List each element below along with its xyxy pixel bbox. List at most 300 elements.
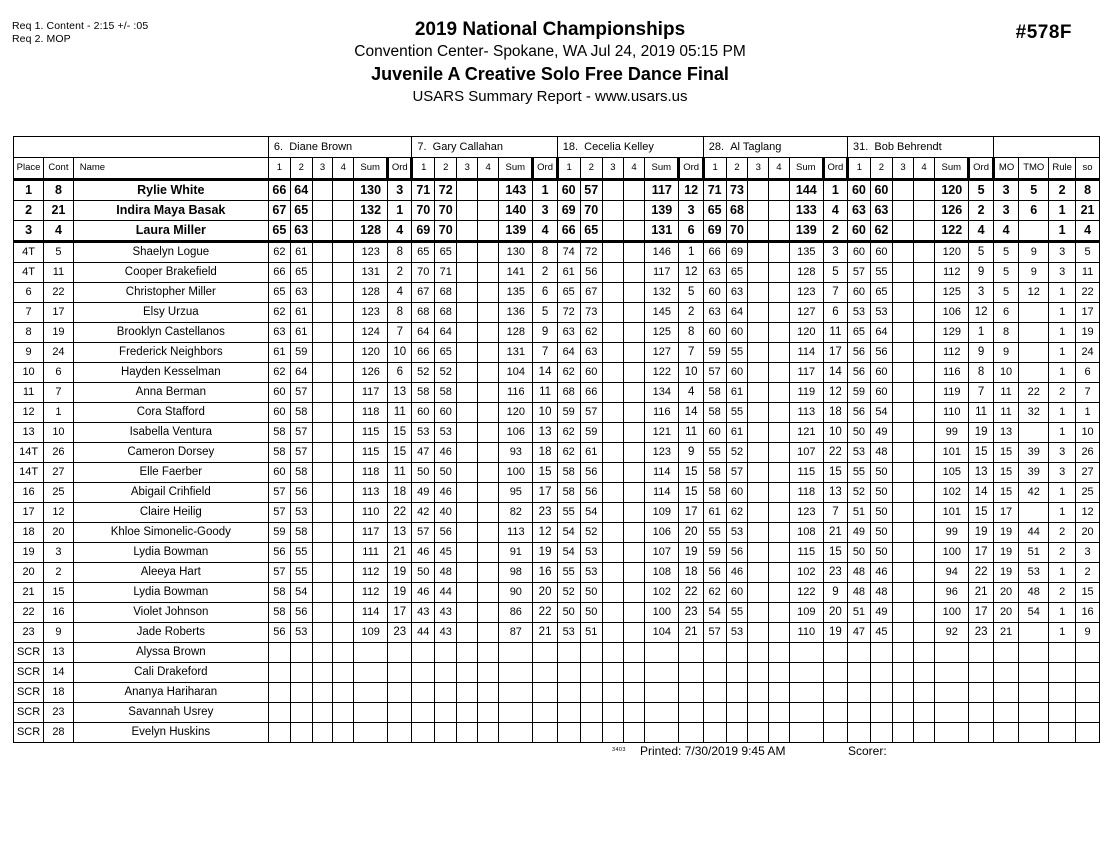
cell-judge4-3	[748, 443, 769, 463]
cell-judge4-4	[769, 503, 790, 523]
cell-name: Elsy Urzua	[73, 303, 268, 323]
table-row[interactable]	[14, 201, 1100, 221]
cell-judge3-sum	[645, 643, 679, 663]
table-row[interactable]	[14, 703, 1100, 723]
column-header-judge4-1: 1	[703, 158, 726, 180]
cell-tmo	[1019, 343, 1049, 363]
cell-judge3-sum: 114	[645, 463, 679, 483]
cell-judge5-ord: 4	[969, 221, 993, 242]
cell-judge5-ord: 19	[969, 423, 993, 443]
cell-rule: 1	[1049, 201, 1076, 221]
cell-judge3-4	[623, 323, 644, 343]
cell-judge3-sum: 108	[645, 563, 679, 583]
cell-judge1-2: 59	[290, 343, 312, 363]
table-row[interactable]	[14, 180, 1100, 201]
table-row[interactable]	[14, 363, 1100, 383]
cell-judge5-2: 50	[870, 523, 892, 543]
cell-judge5-ord: 13	[969, 463, 993, 483]
cell-judge5-4	[914, 423, 935, 443]
table-row[interactable]	[14, 263, 1100, 283]
cell-judge2-2: 50	[435, 463, 457, 483]
column-header-judge1-4: 4	[333, 158, 354, 180]
printed-timestamp: Printed: 7/30/2019 9:45 AM	[640, 744, 786, 758]
cell-judge1-ord: 21	[388, 543, 412, 563]
cell-judge4-3	[748, 323, 769, 343]
cell-judge4-sum	[789, 703, 823, 723]
cell-judge2-3	[457, 283, 478, 303]
cell-judge1-1: 60	[268, 463, 290, 483]
cell-judge3-2: 65	[580, 221, 602, 242]
cell-judge1-2: 63	[290, 221, 312, 242]
cell-judge4-1	[703, 703, 726, 723]
cell-judge3-ord	[679, 723, 703, 743]
table-row[interactable]	[14, 623, 1100, 643]
cell-judge5-4	[914, 283, 935, 303]
cell-judge2-1: 53	[412, 423, 435, 443]
cell-judge3-ord: 15	[679, 483, 703, 503]
cell-judge3-2: 57	[580, 180, 602, 201]
cell-judge2-4	[478, 563, 499, 583]
cell-judge3-4	[623, 703, 644, 723]
cell-judge1-sum	[354, 723, 388, 743]
cell-so: 19	[1076, 323, 1100, 343]
cell-judge4-sum: 139	[789, 221, 823, 242]
cell-judge2-3	[457, 623, 478, 643]
cell-name: Alyssa Brown	[73, 643, 268, 663]
cell-judge2-1: 52	[412, 363, 435, 383]
cell-mo: 4	[993, 221, 1019, 242]
cell-place: 12	[14, 403, 44, 423]
table-row[interactable]	[14, 543, 1100, 563]
cell-judge2-ord	[533, 643, 557, 663]
cell-judge5-1	[847, 703, 870, 723]
cell-judge3-2: 56	[580, 483, 602, 503]
cell-judge1-2	[290, 663, 312, 683]
cell-judge5-sum: 101	[935, 503, 969, 523]
cell-mo: 11	[993, 403, 1019, 423]
cell-judge5-2: 55	[870, 263, 892, 283]
cell-judge5-ord: 14	[969, 483, 993, 503]
cell-judge4-4	[769, 583, 790, 603]
table-row[interactable]	[14, 221, 1100, 242]
cell-judge2-2: 72	[435, 180, 457, 201]
cell-judge5-2: 49	[870, 423, 892, 443]
cell-judge5-ord: 9	[969, 343, 993, 363]
cell-judge3-sum	[645, 683, 679, 703]
cell-judge1-1	[268, 723, 290, 743]
column-header-judge3-sum: Sum	[645, 158, 679, 180]
cell-judge5-1: 59	[847, 383, 870, 403]
cell-judge1-3	[312, 201, 333, 221]
cell-judge2-ord: 20	[533, 583, 557, 603]
cell-judge5-4	[914, 221, 935, 242]
cell-mo	[993, 663, 1019, 683]
cell-judge4-sum	[789, 683, 823, 703]
cell-judge4-ord	[823, 683, 847, 703]
cell-judge2-1: 69	[412, 221, 435, 242]
cell-judge5-1: 53	[847, 443, 870, 463]
cell-judge1-4	[333, 463, 354, 483]
cell-rule: 1	[1049, 623, 1076, 643]
table-row[interactable]	[14, 643, 1100, 663]
cell-judge3-4	[623, 683, 644, 703]
column-header-judge1-1: 1	[268, 158, 290, 180]
cell-name: Khloe Simonelic-Goody	[73, 523, 268, 543]
cell-tmo: 12	[1019, 283, 1049, 303]
cell-name: Laura Miller	[73, 221, 268, 242]
cell-cont: 18	[44, 683, 74, 703]
cell-so: 1	[1076, 403, 1100, 423]
cell-mo	[993, 643, 1019, 663]
cell-judge5-ord: 7	[969, 383, 993, 403]
cell-judge1-1	[268, 683, 290, 703]
cell-judge2-ord: 18	[533, 443, 557, 463]
cell-judge5-ord	[969, 643, 993, 663]
cell-mo: 20	[993, 583, 1019, 603]
cell-tmo	[1019, 703, 1049, 723]
cell-judge2-ord: 2	[533, 263, 557, 283]
cell-judge5-3	[892, 343, 913, 363]
cell-so: 21	[1076, 201, 1100, 221]
cell-judge1-1: 57	[268, 563, 290, 583]
cell-judge3-4	[623, 180, 644, 201]
cell-judge2-4	[478, 263, 499, 283]
cell-mo: 13	[993, 423, 1019, 443]
cell-judge2-2	[435, 643, 457, 663]
cell-judge4-ord: 3	[823, 242, 847, 263]
cell-so: 4	[1076, 221, 1100, 242]
cell-judge4-sum: 114	[789, 343, 823, 363]
cell-judge3-1: 66	[557, 221, 580, 242]
cell-judge1-1	[268, 643, 290, 663]
table-row[interactable]	[14, 523, 1100, 543]
cell-judge2-ord: 8	[533, 242, 557, 263]
table-row[interactable]	[14, 242, 1100, 263]
cell-judge4-3	[748, 403, 769, 423]
cell-judge1-ord: 4	[388, 283, 412, 303]
cell-judge4-1: 69	[703, 221, 726, 242]
cell-judge3-3	[602, 201, 623, 221]
cell-mo: 3	[993, 201, 1019, 221]
cell-judge1-sum: 113	[354, 483, 388, 503]
cell-so	[1076, 643, 1100, 663]
cell-cont: 23	[44, 703, 74, 723]
cell-judge2-3	[457, 201, 478, 221]
cell-place: 3	[14, 221, 44, 242]
cell-judge2-1: 42	[412, 503, 435, 523]
cell-cont: 27	[44, 463, 74, 483]
cell-judge4-4	[769, 703, 790, 723]
cell-so	[1076, 683, 1100, 703]
cell-judge1-4	[333, 363, 354, 383]
cell-judge1-1: 57	[268, 483, 290, 503]
table-row[interactable]	[14, 563, 1100, 583]
cell-judge5-sum: 105	[935, 463, 969, 483]
cell-judge1-3	[312, 403, 333, 423]
cell-judge4-2: 61	[726, 423, 748, 443]
cell-rule: 2	[1049, 383, 1076, 403]
cell-judge1-3	[312, 343, 333, 363]
cell-judge3-2: 63	[580, 343, 602, 363]
cell-so: 2	[1076, 563, 1100, 583]
report-title-block	[0, 18, 1100, 108]
cell-tmo: 6	[1019, 201, 1049, 221]
cell-judge2-sum: 116	[499, 383, 533, 403]
cell-judge2-1	[412, 643, 435, 663]
table-row[interactable]	[14, 663, 1100, 683]
table-row[interactable]	[14, 343, 1100, 363]
cell-judge4-ord: 19	[823, 623, 847, 643]
cell-judge3-2: 60	[580, 363, 602, 383]
cell-judge5-4	[914, 303, 935, 323]
cell-place: 7	[14, 303, 44, 323]
cell-judge3-sum: 145	[645, 303, 679, 323]
cell-judge1-ord: 22	[388, 503, 412, 523]
cell-judge3-sum: 107	[645, 543, 679, 563]
cell-judge3-sum: 117	[645, 180, 679, 201]
cell-judge4-sum	[789, 663, 823, 683]
cell-judge4-sum: 122	[789, 583, 823, 603]
cell-judge3-sum: 127	[645, 343, 679, 363]
cell-judge1-sum: 126	[354, 363, 388, 383]
cell-judge2-sum	[499, 683, 533, 703]
cell-judge5-ord: 15	[969, 443, 993, 463]
cell-judge4-ord: 4	[823, 201, 847, 221]
cell-so: 12	[1076, 503, 1100, 523]
cell-judge5-4	[914, 583, 935, 603]
cell-tmo	[1019, 503, 1049, 523]
column-header-judge4-sum: Sum	[789, 158, 823, 180]
cell-judge1-2: 61	[290, 242, 312, 263]
cell-judge2-sum: 136	[499, 303, 533, 323]
cell-judge3-3	[602, 443, 623, 463]
cell-judge4-4	[769, 283, 790, 303]
cell-judge3-1: 62	[557, 363, 580, 383]
cell-judge2-4	[478, 663, 499, 683]
cell-judge1-4	[333, 723, 354, 743]
cell-judge4-3	[748, 643, 769, 663]
cell-judge1-3	[312, 703, 333, 723]
table-row[interactable]	[14, 443, 1100, 463]
cell-judge1-ord: 15	[388, 443, 412, 463]
cell-judge4-1: 60	[703, 323, 726, 343]
cell-rule	[1049, 663, 1076, 683]
column-header-judge4-4: 4	[769, 158, 790, 180]
table-row[interactable]	[14, 383, 1100, 403]
cell-cont: 25	[44, 483, 74, 503]
cell-judge3-3	[602, 283, 623, 303]
cell-judge4-sum: 128	[789, 263, 823, 283]
cell-judge3-sum: 132	[645, 283, 679, 303]
cell-judge3-2: 50	[580, 583, 602, 603]
cell-judge5-4	[914, 201, 935, 221]
cell-judge3-2: 52	[580, 523, 602, 543]
cell-so: 7	[1076, 383, 1100, 403]
table-row[interactable]	[14, 603, 1100, 623]
cell-judge4-4	[769, 623, 790, 643]
cell-judge5-2: 50	[870, 463, 892, 483]
cell-name: Cali Drakeford	[73, 663, 268, 683]
cell-judge4-3	[748, 543, 769, 563]
cell-judge5-4	[914, 683, 935, 703]
cell-judge4-4	[769, 201, 790, 221]
cell-judge4-sum: 119	[789, 383, 823, 403]
cell-judge2-sum: 95	[499, 483, 533, 503]
cell-judge1-ord: 3	[388, 180, 412, 201]
cell-judge2-2	[435, 663, 457, 683]
cell-place: 23	[14, 623, 44, 643]
results-table	[13, 136, 1100, 743]
cell-judge1-ord	[388, 683, 412, 703]
table-row[interactable]	[14, 303, 1100, 323]
table-row[interactable]	[14, 283, 1100, 303]
cell-judge1-sum: 118	[354, 463, 388, 483]
cell-mo: 19	[993, 523, 1019, 543]
table-row[interactable]	[14, 503, 1100, 523]
cell-judge2-2: 70	[435, 221, 457, 242]
cell-cont: 24	[44, 343, 74, 363]
cell-tmo: 5	[1019, 180, 1049, 201]
cell-judge5-3	[892, 363, 913, 383]
cell-name: Hayden Kesselman	[73, 363, 268, 383]
cell-judge3-1: 62	[557, 443, 580, 463]
judge-number: 28.	[708, 141, 725, 153]
cell-mo: 19	[993, 543, 1019, 563]
cell-judge4-ord: 15	[823, 463, 847, 483]
cell-judge4-2: 64	[726, 303, 748, 323]
cell-mo	[993, 723, 1019, 743]
cell-judge4-2: 60	[726, 483, 748, 503]
table-row[interactable]	[14, 723, 1100, 743]
cell-judge2-4	[478, 242, 499, 263]
column-header-judge5-2: 2	[870, 158, 892, 180]
cell-rule: 1	[1049, 363, 1076, 383]
cell-judge1-sum: 110	[354, 503, 388, 523]
cell-judge2-ord: 10	[533, 403, 557, 423]
table-row[interactable]	[14, 583, 1100, 603]
table-row[interactable]	[14, 323, 1100, 343]
cell-judge3-sum: 131	[645, 221, 679, 242]
cell-judge2-2: 45	[435, 543, 457, 563]
cell-judge2-sum: 143	[499, 180, 533, 201]
cell-judge3-4	[623, 303, 644, 323]
cell-judge5-1: 60	[847, 221, 870, 242]
cell-judge4-2: 56	[726, 543, 748, 563]
cell-judge2-2: 68	[435, 303, 457, 323]
cell-judge1-3	[312, 443, 333, 463]
table-row[interactable]	[14, 683, 1100, 703]
cell-rule: 1	[1049, 423, 1076, 443]
cell-judge4-2: 60	[726, 363, 748, 383]
cell-judge1-ord	[388, 723, 412, 743]
cell-cont: 28	[44, 723, 74, 743]
cell-name: Anna Berman	[73, 383, 268, 403]
cell-judge3-1: 52	[557, 583, 580, 603]
cell-judge3-2: 66	[580, 383, 602, 403]
cell-cont: 13	[44, 643, 74, 663]
cell-judge2-ord	[533, 663, 557, 683]
cell-judge2-sum: 82	[499, 503, 533, 523]
cell-judge5-sum: 99	[935, 423, 969, 443]
cell-judge1-3	[312, 523, 333, 543]
cell-tmo	[1019, 221, 1049, 242]
cell-tmo	[1019, 683, 1049, 703]
cell-judge5-1: 48	[847, 563, 870, 583]
cell-judge3-4	[623, 383, 644, 403]
cell-judge5-4	[914, 242, 935, 263]
cell-judge3-3	[602, 463, 623, 483]
cell-judge2-1	[412, 723, 435, 743]
cell-tmo: 9	[1019, 263, 1049, 283]
cell-judge1-2: 57	[290, 383, 312, 403]
cell-so: 10	[1076, 423, 1100, 443]
cell-place: SCR	[14, 703, 44, 723]
cell-judge5-1: 56	[847, 343, 870, 363]
cell-judge1-1: 58	[268, 443, 290, 463]
cell-judge4-3	[748, 683, 769, 703]
cell-judge5-1	[847, 683, 870, 703]
cell-judge2-ord	[533, 683, 557, 703]
cell-judge5-2: 50	[870, 543, 892, 563]
cell-judge3-1	[557, 723, 580, 743]
cell-judge4-1	[703, 683, 726, 703]
cell-judge3-sum: 106	[645, 523, 679, 543]
cell-judge4-sum: 135	[789, 242, 823, 263]
cell-judge1-3	[312, 363, 333, 383]
judge-number: 6.	[273, 141, 284, 153]
cell-judge3-2: 50	[580, 603, 602, 623]
cell-judge3-2	[580, 723, 602, 743]
cell-judge1-3	[312, 242, 333, 263]
cell-cont: 26	[44, 443, 74, 463]
cell-judge3-ord	[679, 683, 703, 703]
cell-judge4-1: 56	[703, 563, 726, 583]
cell-judge5-3	[892, 563, 913, 583]
table-row[interactable]	[14, 403, 1100, 423]
cell-judge1-2: 55	[290, 543, 312, 563]
cell-judge2-ord: 17	[533, 483, 557, 503]
cell-judge2-sum: 141	[499, 263, 533, 283]
cell-judge3-ord: 19	[679, 543, 703, 563]
cell-judge1-4	[333, 623, 354, 643]
table-row[interactable]	[14, 463, 1100, 483]
table-row[interactable]	[14, 423, 1100, 443]
cell-place: 9	[14, 343, 44, 363]
cell-judge1-3	[312, 723, 333, 743]
cell-tmo: 9	[1019, 242, 1049, 263]
cell-judge3-ord: 17	[679, 503, 703, 523]
cell-so	[1076, 723, 1100, 743]
cell-judge3-1: 55	[557, 503, 580, 523]
cell-judge4-3	[748, 663, 769, 683]
table-row[interactable]	[14, 483, 1100, 503]
cell-rule: 3	[1049, 443, 1076, 463]
cell-judge4-2: 65	[726, 263, 748, 283]
cell-judge4-3	[748, 483, 769, 503]
cell-judge2-3	[457, 503, 478, 523]
cell-judge1-ord: 7	[388, 323, 412, 343]
cell-judge5-sum: 101	[935, 443, 969, 463]
cell-judge5-ord: 19	[969, 523, 993, 543]
cell-judge4-ord: 17	[823, 343, 847, 363]
cell-judge5-4	[914, 663, 935, 683]
cell-name: Frederick Neighbors	[73, 343, 268, 363]
cell-judge1-2: 56	[290, 603, 312, 623]
cell-judge1-1: 66	[268, 263, 290, 283]
cell-judge3-ord: 12	[679, 180, 703, 201]
cell-judge1-sum: 117	[354, 523, 388, 543]
cell-judge3-1: 53	[557, 623, 580, 643]
